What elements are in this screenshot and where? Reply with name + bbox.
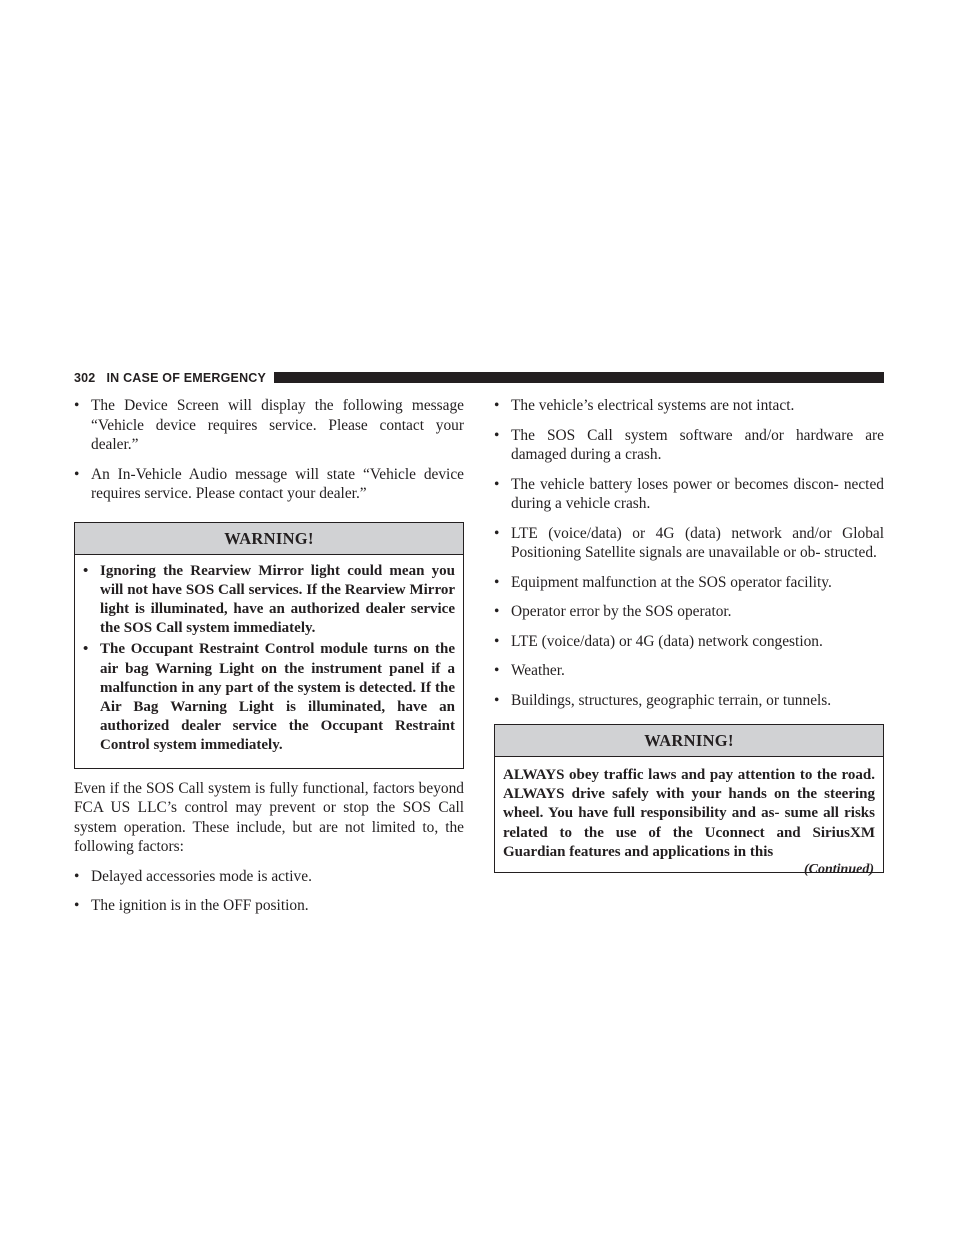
warning-body [75,555,463,768]
list-item-text: Delayed accessories mode is active. [91,867,312,885]
list-item-text: LTE (voice/data) or 4G (data) network and/or Global Positioning Satellite signals are unavailable or ob- structed. [511,524,884,561]
list-item [494,573,884,593]
list-item [74,465,464,504]
list-item [494,661,884,681]
bullet-icon: • [494,691,500,709]
list-item-text: Operator error by the SOS operator. [511,603,732,620]
body-paragraph: Even if the SOS Call system is fully functional, factors beyond FCA US LLC’s control may prevent or stop the SOS Call system operation. These include, but are not limited to, the following factors: [74,779,464,856]
warning-box [74,522,464,769]
list-item [494,632,884,652]
list-item-text: The ignition is in the OFF position. [91,897,309,915]
warning-item-text: Ignoring the Rearview Mirror light could mean you will not have SOS Call services. If the Rearview Mirror light is illuminated, have an authorized dealer service the SOS Call system immediately. [100,562,455,637]
warning-body [495,757,883,872]
list-item [494,691,884,711]
bullet-icon: • [74,897,80,915]
list-item [494,426,884,465]
bullet-icon: • [83,562,89,579]
page-header [74,370,884,386]
bullet-icon: • [494,397,500,414]
header-rule [274,372,884,383]
bullet-icon: • [74,465,80,483]
warning-item [83,640,455,755]
list-item-text: Buildings, structures, geographic terrain, or tunnels. [511,691,832,709]
page-number: 302 [74,371,96,385]
bullet-icon: • [494,573,500,591]
continued-label: (Continued) [803,862,874,877]
bullet-icon: • [494,524,500,542]
bullet-icon: • [494,662,500,679]
list-item [74,396,464,455]
warning-box [494,724,884,873]
bullet-icon: • [494,426,500,444]
section-title: IN CASE OF EMERGENCY [106,371,267,385]
right-column [494,396,884,883]
list-item [74,896,464,916]
list-item-text: LTE (voice/data) or 4G (data) network congestion. [511,632,823,650]
bullet-icon: • [494,632,500,650]
bullet-icon: • [74,867,80,885]
list-item-text: The vehicle battery loses power or becomes discon- nected during a vehicle crash. [511,475,884,512]
warning-title: WARNING! [75,523,463,555]
bullet-icon: • [83,641,89,658]
list-item [74,867,464,887]
left-column [74,396,464,926]
warning-title: WARNING! [495,725,883,757]
list-item-text: The vehicle’s electrical systems are not intact. [511,397,795,414]
warning-item [83,562,455,639]
list-item [494,524,884,563]
list-item [494,602,884,622]
list-item-text: The Device Screen will display the following message “Vehicle device requires service. Please contact your dealer.” [91,397,464,453]
bullet-icon: • [74,397,80,414]
list-item-text: Weather. [511,662,565,679]
list-item-text: The SOS Call system software and/or hardware are damaged during a crash. [511,426,884,463]
list-item-text: An In-Vehicle Audio message will state “Vehicle device requires service. Please contact your dealer.” [91,465,464,502]
warning-item-text: The Occupant Restraint Control module turns on the air bag Warning Light on the instrument panel if a malfunction in any part of the system is detected. If the Air Bag Warning Light is illuminated, have an authorized dealer service the Occupant Restraint Control system immediately. [100,641,455,754]
bullet-icon: • [494,475,500,493]
header-text [74,370,266,386]
warning-text: ALWAYS obey traffic laws and pay attention to the road. ALWAYS drive safely with your hands on the steering wheel. You have full responsibility and as- sume all risks related to the use of the Uconnect and SiriusXM Guardian features and applications in this [503,767,875,860]
list-item [494,475,884,514]
list-item-text: Equipment malfunction at the SOS operator facility. [511,573,832,591]
list-item [494,396,884,416]
bullet-icon: • [494,603,500,620]
